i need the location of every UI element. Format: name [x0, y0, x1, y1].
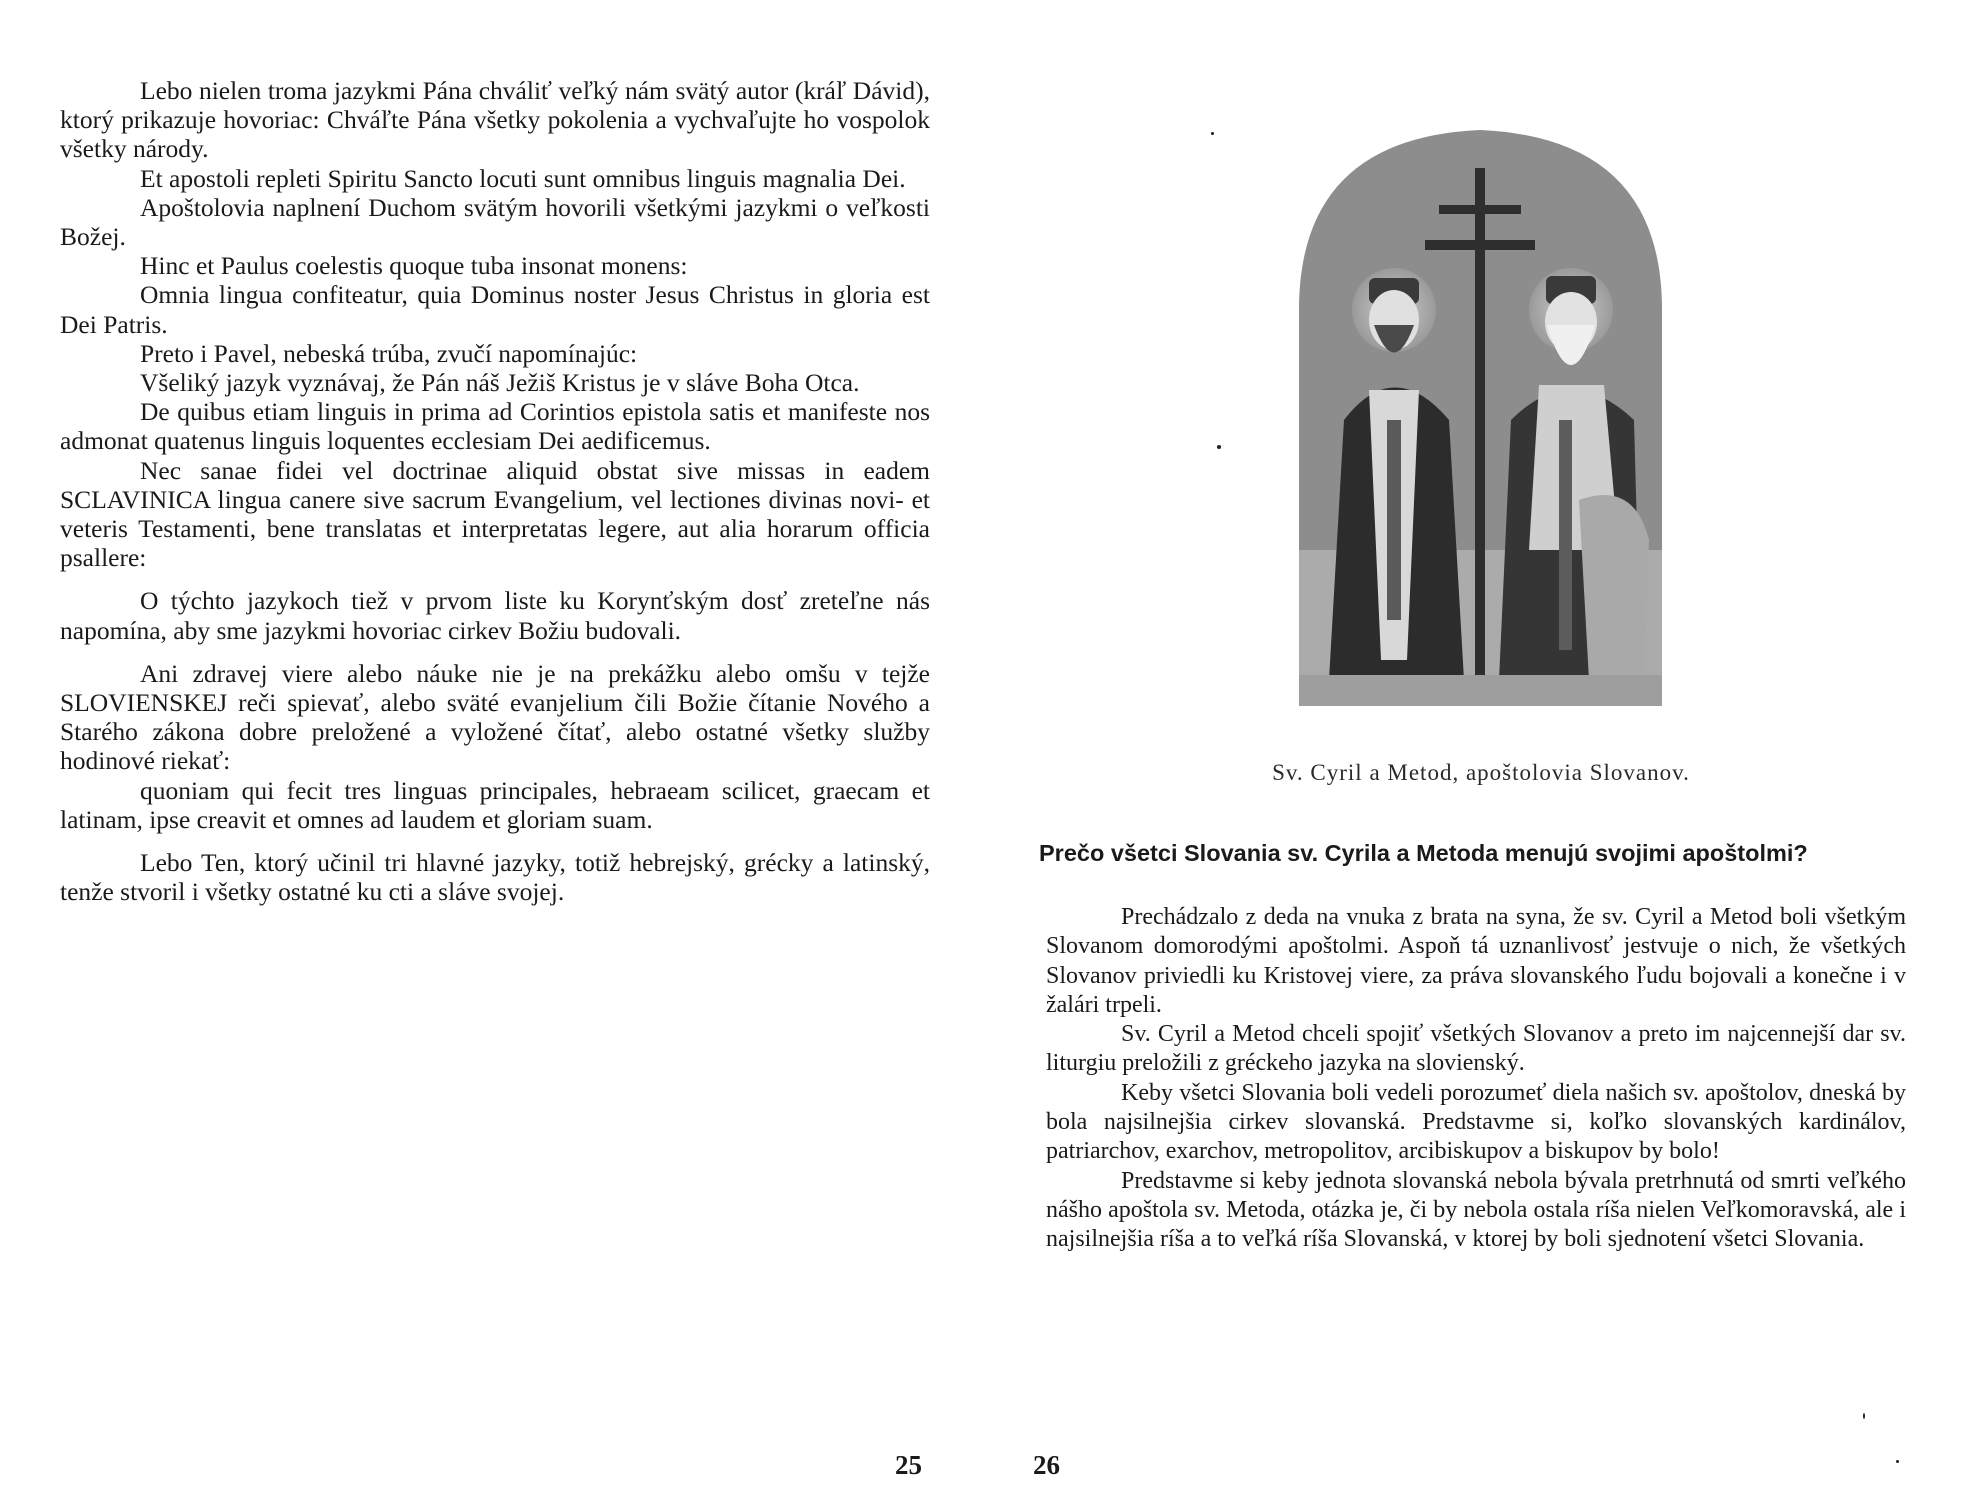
scan-speck	[1211, 132, 1214, 135]
scan-speck	[1896, 1460, 1899, 1463]
paragraph: Omnia lingua confiteatur, quia Dominus noster Jesus Christus in gloria est Dei Patris.	[60, 280, 930, 339]
scan-speck	[1863, 1413, 1865, 1419]
paragraph: Et apostoli repleti Spiritu Sancto locuti sunt omnibus linguis magnalia Dei.	[140, 163, 906, 193]
right-page	[981, 0, 1962, 1500]
paragraph: O týchto jazykoch tiež v prvom liste ku Korynťským dosť zreteľne nás napomína, aby sme jazykmi hovoriac cirkev Božiu budovali.	[60, 586, 930, 645]
paragraph: Hinc et Paulus coelestis quoque tuba insonat monens:	[140, 251, 688, 281]
left-page-body	[60, 76, 930, 906]
paragraph: Lebo Ten, ktorý učinil tri hlavné jazyky, totiž hebrejský, grécky a latinský, tenže stvoril i všetky ostatné ku cti a sláve svojej.	[60, 848, 930, 907]
paragraph: Nec sanae fidei vel doctrinae aliquid obstat sive missas in eadem SCLAVINICA lingua canere sive sacrum Evangelium, vel lectiones divinas novi- et veteris Testamenti, bene translatas et interpretatas legere, aut alia horarum officia psallere:	[60, 455, 930, 573]
paragraph: De quibus etiam linguis in prima ad Corintios epistola satis et manifeste nos admonat quatenus linguis loquentes ecclesiam Dei aedificemus.	[60, 397, 930, 456]
paragraph: Apoštolovia naplnení Duchom svätým hovorili všetkými jazykmi o veľkosti Božej.	[60, 192, 930, 252]
paragraph: Lebo nielen troma jazykmi Pána chváliť veľký nám svätý autor (kráľ Dávid), ktorý prikazuje hovoriac: Chváľte Pána všetky pokolenia a vychvaľujte ho vospolok všetky národy.	[60, 76, 930, 164]
paragraph: Prechádzalo z deda na vnuka z brata na syna, že sv. Cyril a Metod boli všetkým Slovanom domorodými apoštolmi. Aspoň tá uznanlivosť jestvuje o nich, že všetkých Slovanov priviedli ku Kristovej viere, za práva slovanského ľudu bojovali a konečne i v žalári trpeli.	[1046, 904, 1906, 1018]
section-heading: Prečo všetci Slovania sv. Cyrila a Metoda menujú svojimi apoštolmi?	[1039, 840, 1808, 866]
paragraph: Sv. Cyril a Metod chceli spojiť všetkých Slovanov a preto im najcennejší dar sv. liturgiu preložili z gréckeho jazyka na slovienský.	[1046, 1021, 1906, 1077]
paragraph: Preto i Pavel, nebeská trúba, zvučí napomínajúc:	[140, 338, 638, 368]
page-number: 26	[1033, 1450, 1060, 1480]
figure-caption: Sv. Cyril a Metod, apoštolovia Slovanov.	[1272, 760, 1690, 785]
saints-illustration	[1289, 120, 1672, 706]
right-page-body	[1046, 903, 1906, 1255]
scan-speck	[1217, 445, 1221, 449]
paragraph: Keby všetci Slovania boli vedeli porozumeť diela našich sv. apoštolov, dneská by bola najsilnejšia cirkev slovanská. Predstavme si, koľko slovanských kardinálov, patriarchov, exarchov, metropolitov, arcibiskupov a biskupov by bolo!	[1046, 1079, 1906, 1165]
paragraph: quoniam qui fecit tres linguas principales, hebraeam scilicet, graecam et latinam, ipse creavit et omnes ad laudem et gloriam suam.	[60, 775, 930, 834]
icon-image	[1289, 120, 1672, 706]
page-number: 25	[895, 1450, 922, 1480]
paragraph: Všeliký jazyk vyznávaj, že Pán náš Ježiš Kristus je v sláve Boha Otca.	[140, 368, 860, 398]
paragraph: Ani zdravej viere alebo náuke nie je na prekážku alebo omšu v tejže SLOVIENSKEJ reči spievať, alebo sväté evanjelium čili Božie čítanie Nového a Starého zákona dobre preložené a vyložené čítať, alebo ostatné všetky služby hodinové riekať:	[60, 658, 930, 776]
paragraph: Predstavme si keby jednota slovanská nebola bývala pretrhnutá od smrti veľkého nášho apoštola sv. Metoda, otázka je, či by nebola ostala ríša nielen Veľkomoravská, ale i najsilnejšia ríša a to veľká ríša Slovanská, v ktorej by boli sjednotení všetci Slovania.	[1046, 1167, 1906, 1253]
